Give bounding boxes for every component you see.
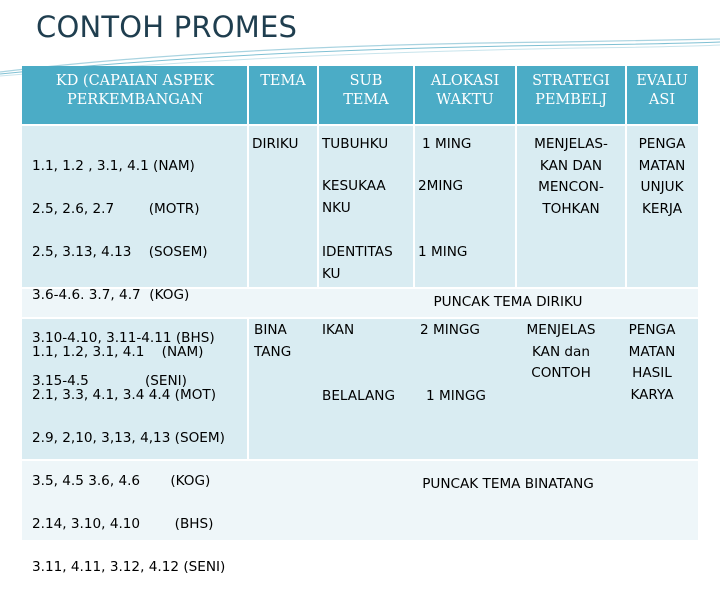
row-1-strategi: MENJELAS- KAN DAN MENCON- TOHKAN bbox=[534, 136, 608, 217]
kd-line: 3.10-4.10, 3.11-4.11 (BHS) bbox=[32, 329, 215, 346]
row-2-waktu-1: 2 MINGG bbox=[420, 322, 480, 338]
kd-line: 2.5, 3.13, 4.13 (SOSEM) bbox=[32, 243, 208, 260]
kd-line: 2.9, 2,10, 3,13, 4,13 (SOEM) bbox=[32, 429, 225, 446]
row-1-sub-tema-1: TUBUHKU bbox=[322, 136, 389, 152]
column-separator bbox=[515, 66, 517, 288]
kd-line: 2.5, 2.6, 2.7 (MOTR) bbox=[32, 200, 200, 217]
kd-line: 2.1, 3.3, 4.1, 3.4 4.4 (MOT) bbox=[32, 386, 217, 403]
column-separator bbox=[247, 66, 249, 288]
row-1-sub-tema-3: IDENTITAS KU bbox=[322, 244, 393, 282]
kd-line: 3.6-4.6. 3.7, 4.7 (KOG) bbox=[32, 286, 190, 303]
row-1-sub-tema-2: KESUKAA NKU bbox=[322, 178, 386, 216]
column-separator bbox=[317, 66, 319, 288]
row-2-sub-tema-1: IKAN bbox=[322, 322, 355, 338]
puncak-tema-1: PUNCAK TEMA DIRIKU bbox=[433, 294, 583, 310]
puncak-tema-2: PUNCAK TEMA BINATANG bbox=[422, 476, 594, 492]
row-2-evaluasi: PENGA MATAN HASIL KARYA bbox=[628, 322, 676, 403]
kd-line: 2.14, 3.10, 4.10 (BHS) bbox=[32, 515, 214, 532]
row-2-sub-tema-2: BELALANG bbox=[322, 388, 395, 404]
row-separator bbox=[22, 124, 698, 126]
kd-line: 3.11, 4.11, 3.12, 4.12 (SENI) bbox=[32, 558, 226, 575]
row-1-evaluasi: PENGA MATAN UNJUK KERJA bbox=[638, 136, 686, 217]
kd-line: 1.1, 1.2, 3.1, 4.1 (NAM) bbox=[32, 343, 204, 360]
header-tema: TEMA bbox=[248, 66, 318, 126]
row-2-strategi: MENJELAS KAN dan CONTOH bbox=[526, 322, 596, 381]
row-1-waktu-2: 2MING bbox=[418, 178, 464, 194]
row-1-kd bbox=[32, 134, 246, 389]
row-2-tema: BINA TANG bbox=[254, 322, 292, 360]
header-kd: KD (CAPAIAN ASPEK PERKEMBANGAN bbox=[22, 66, 248, 126]
row-1-waktu-3: 1 MING bbox=[418, 244, 468, 260]
kd-line: 3.15-4.5 (SENI) bbox=[32, 372, 187, 389]
promes-table bbox=[22, 66, 698, 575]
header-evaluasi: EVALU ASI bbox=[626, 66, 698, 126]
row-2-kd bbox=[32, 320, 248, 575]
page-title: CONTOH PROMES bbox=[36, 10, 298, 44]
header-sub-tema: SUB TEMA bbox=[318, 66, 414, 126]
header-alokasi-waktu: ALOKASI WAKTU bbox=[414, 66, 516, 126]
kd-line: 1.1, 1.2 , 3.1, 4.1 (NAM) bbox=[32, 157, 195, 174]
row-2-waktu-2: 1 MINGG bbox=[426, 388, 486, 404]
row-1-tema: DIRIKU bbox=[252, 136, 299, 152]
header-strategi: STRATEGI PEMBELJ bbox=[516, 66, 626, 126]
row-1-waktu-1: 1 MING bbox=[422, 136, 472, 152]
kd-line: 3.5, 4.5 3.6, 4.6 (KOG) bbox=[32, 472, 211, 489]
